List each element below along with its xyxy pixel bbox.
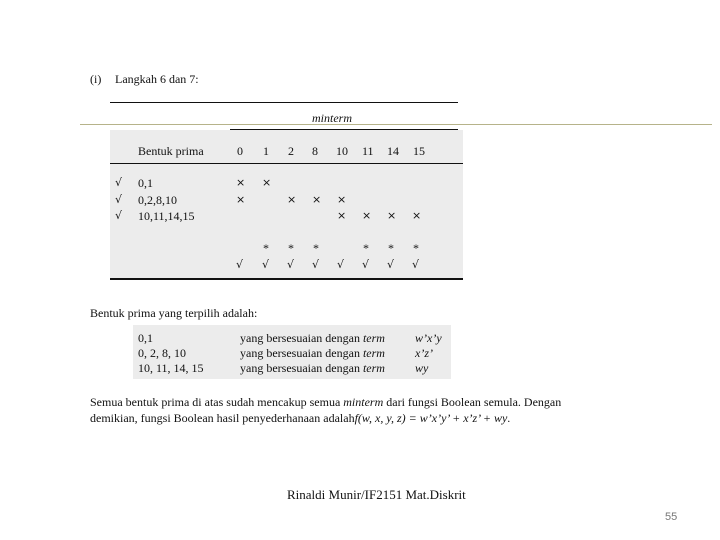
conclusion-text: Semua bentuk prima di atas sudah mencakup semua — [90, 395, 341, 409]
selected-desc — [240, 362, 385, 374]
col-header-1: 1 — [263, 144, 269, 158]
table-top-rule — [110, 102, 458, 103]
essential-star: * — [263, 241, 269, 255]
row-check: √ — [115, 176, 123, 189]
selected-term: 10, 11, 14, 15 — [138, 361, 204, 375]
selected-expr: w’x’y — [415, 331, 442, 345]
simplified-function: f(w, x, y, z) = w’x’y’ + x’z’ + wy — [354, 411, 508, 425]
desc-term: term — [362, 346, 385, 360]
desc-prefix: yang bersesuaian dengan — [240, 361, 360, 375]
selected-expr: wy — [415, 361, 429, 375]
col-header-14: 14 — [387, 144, 399, 158]
covered-check: √ — [262, 258, 270, 271]
conclusion-line-1 — [90, 396, 561, 408]
selected-desc — [240, 347, 385, 359]
cover-mark: × — [236, 193, 246, 206]
covered-check: √ — [412, 258, 420, 271]
cover-mark: × — [337, 193, 347, 206]
slide-divider-line — [80, 124, 712, 125]
prime-term: 0,1 — [138, 176, 153, 190]
cover-mark: × — [262, 176, 272, 189]
covered-check: √ — [337, 258, 345, 271]
desc-term: term — [362, 331, 385, 345]
cover-mark: × — [287, 193, 297, 206]
covered-check: √ — [387, 258, 395, 271]
prime-header: Bentuk prima — [138, 144, 204, 158]
cover-mark: × — [387, 209, 397, 222]
cover-mark: × — [312, 193, 322, 206]
conclusion-italic: minterm — [343, 395, 384, 409]
col-header-0: 0 — [237, 144, 243, 158]
table-bottom-rule — [110, 278, 463, 280]
minterm-label: minterm — [312, 111, 352, 125]
prime-term: 0,2,8,10 — [138, 193, 177, 207]
col-header-10: 10 — [336, 144, 348, 158]
row-check: √ — [115, 193, 123, 206]
essential-star: * — [363, 241, 369, 255]
covered-check: √ — [362, 258, 370, 271]
selected-desc — [240, 332, 385, 344]
desc-term: term — [362, 361, 385, 375]
page-number: 55 — [665, 511, 678, 523]
col-header-11: 11 — [362, 144, 374, 158]
section-label: (i) — [90, 72, 102, 86]
cover-mark: × — [412, 209, 422, 222]
cover-mark: × — [337, 209, 347, 222]
prime-term: 10,11,14,15 — [138, 209, 195, 223]
cover-mark: × — [236, 176, 246, 189]
selected-expr: x’z’ — [415, 346, 433, 360]
covered-check: √ — [236, 258, 244, 271]
selected-primes-title: Bentuk prima yang terpilih adalah: — [90, 306, 258, 320]
conclusion-line-2 — [90, 412, 510, 424]
col-header-2: 2 — [288, 144, 294, 158]
essential-star: * — [388, 241, 394, 255]
conclusion-text: demikian, fungsi Boolean hasil penyederhanaan adalah — [90, 411, 355, 425]
essential-star: * — [288, 241, 294, 255]
covered-check: √ — [312, 258, 320, 271]
selected-term: 0,1 — [138, 331, 153, 345]
cover-mark: × — [362, 209, 372, 222]
desc-prefix: yang bersesuaian dengan — [240, 346, 360, 360]
conclusion-text: dari fungsi Boolean semula. Dengan — [386, 395, 562, 409]
header-rule — [110, 163, 463, 164]
desc-prefix: yang bersesuaian dengan — [240, 331, 360, 345]
col-header-8: 8 — [312, 144, 318, 158]
essential-star: * — [413, 241, 419, 255]
covered-check: √ — [287, 258, 295, 271]
footer-author: Rinaldi Munir/IF2151 Mat.Diskrit — [287, 487, 466, 502]
essential-star: * — [313, 241, 319, 255]
col-header-15: 15 — [413, 144, 425, 158]
row-check: √ — [115, 209, 123, 222]
section-heading: Langkah 6 dan 7: — [115, 72, 199, 86]
conclusion-text: . — [507, 411, 511, 425]
selected-term: 0, 2, 8, 10 — [138, 346, 186, 360]
